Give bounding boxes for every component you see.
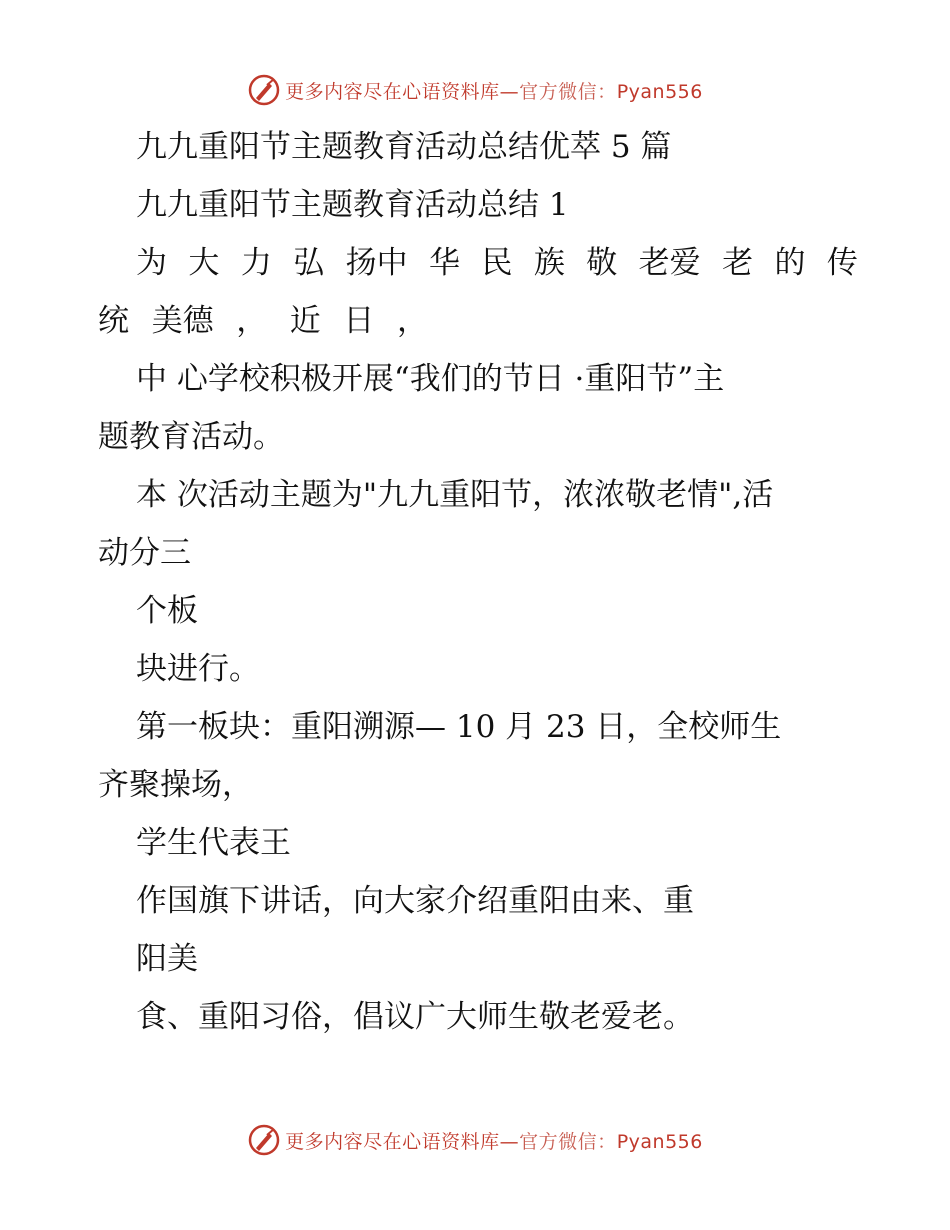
paragraph-line: 第一板块：重阳溯源— 10 月 23 日，全校师生: [136, 709, 782, 745]
document-subtitle: 九九重阳节主题教育活动总结 1: [136, 187, 569, 223]
paragraph-line: 齐聚操场，: [98, 767, 253, 803]
watermark-text: 更多内容尽在心语资料库—官方微信：Pyan556: [285, 1130, 703, 1153]
paragraph-line: 个板: [136, 593, 198, 629]
document-title: 九九重阳节主题教育活动总结优萃 5 篇: [136, 129, 672, 165]
paragraph-line: 本 次活动主题为"九九重阳节，浓浓敬老情",活: [136, 477, 774, 513]
paragraph-line: 题教育活动。: [98, 419, 284, 455]
pen-logo-icon: [247, 1123, 281, 1157]
paragraph-line: 动分三: [98, 535, 191, 571]
paragraph-line: 为 大 力 弘 扬中 华 民 族 敬 老爱 老 的 传: [136, 245, 858, 281]
pen-logo-icon: [247, 73, 281, 107]
paragraph-line: 作国旗下讲话，向大家介绍重阳由来、重: [136, 883, 694, 919]
watermark-header: [0, 70, 950, 110]
paragraph-line: 食、重阳习俗，倡议广大师生敬老爱老。: [136, 999, 694, 1035]
watermark-footer: [0, 1120, 950, 1160]
paragraph-line: 中 心学校积极开展“我们的节日 ·重阳节”主: [136, 361, 725, 397]
paragraph-line: 阳美: [136, 941, 198, 977]
paragraph-line: 块进行。: [136, 651, 260, 687]
paragraph-line: 学生代表王: [136, 825, 291, 861]
document-body: [98, 118, 858, 1046]
watermark-text: 更多内容尽在心语资料库—官方微信：Pyan556: [285, 80, 703, 103]
paragraph-line: 统 美德 ， 近 日 ，: [98, 303, 428, 339]
